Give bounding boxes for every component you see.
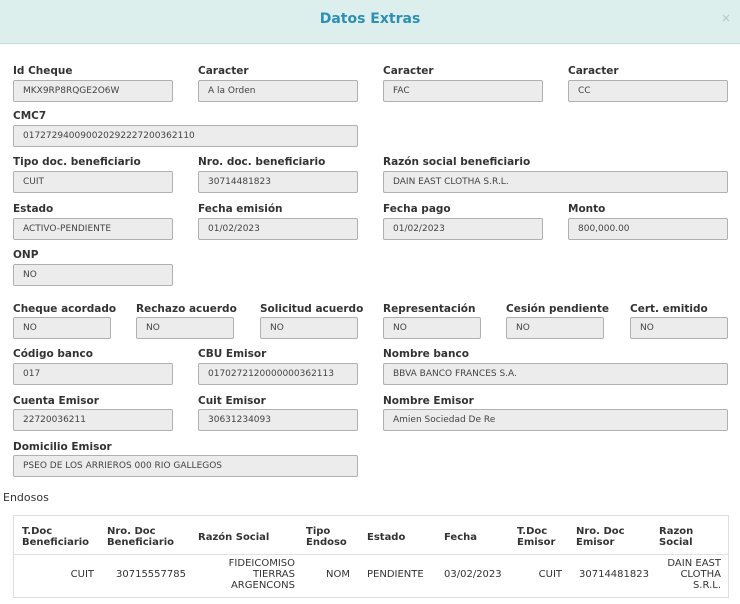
tipo-doc-beneficiario-label: Tipo doc. beneficiario bbox=[13, 156, 141, 168]
cmc7-label: CMC7 bbox=[13, 110, 47, 122]
caracter-3-label: Caracter bbox=[568, 65, 619, 77]
nro-doc-beneficiario-field[interactable]: 30714481823 bbox=[198, 171, 358, 193]
col-header-fecha: Fecha bbox=[444, 532, 478, 543]
fecha-emision-field[interactable]: 01/02/2023 bbox=[198, 218, 358, 240]
cuit-emisor-label: Cuit Emisor bbox=[198, 395, 266, 407]
monto-label: Monto bbox=[568, 203, 606, 215]
caracter-2-label: Caracter bbox=[383, 65, 434, 77]
cuit-emisor-field[interactable]: 30631234093 bbox=[198, 409, 358, 431]
cell-razon-social-emisor: DAIN EAST CLOTHA S.R.L. bbox=[667, 558, 721, 591]
cheque-acordado-label: Cheque acordado bbox=[13, 303, 117, 315]
codigo-banco-label: Código banco bbox=[13, 348, 93, 360]
cell-nro-doc-emisor: 30714481823 bbox=[579, 569, 649, 580]
cheque-acordado-field[interactable]: NO bbox=[13, 317, 111, 339]
razon-social-beneficiario-label: Razón social beneficiario bbox=[383, 156, 531, 168]
col-header-tipo-endoso: Tipo Endoso bbox=[306, 526, 347, 548]
fecha-pago-label: Fecha pago bbox=[383, 203, 451, 215]
cell-estado: PENDIENTE bbox=[367, 569, 424, 580]
id-cheque-field[interactable]: MKX9RP8RQGE2O6W bbox=[13, 80, 173, 102]
cuenta-emisor-label: Cuenta Emisor bbox=[13, 395, 99, 407]
estado-label: Estado bbox=[13, 203, 54, 215]
domicilio-emisor-field[interactable]: PSEO DE LOS ARRIEROS 000 RIO GALLEGOS bbox=[13, 455, 358, 477]
col-header-razon-social-emisor: Razon Social bbox=[659, 526, 694, 548]
fecha-emision-label: Fecha emisión bbox=[198, 203, 283, 215]
cell-tipo-endoso: NOM bbox=[326, 569, 350, 580]
caracter-1-field[interactable]: A la Orden bbox=[198, 80, 358, 102]
col-header-razon-social: Razón Social bbox=[198, 532, 270, 543]
onp-label: ONP bbox=[13, 249, 39, 261]
header-divider bbox=[14, 554, 728, 555]
razon-social-beneficiario-field[interactable]: DAIN EAST CLOTHA S.R.L. bbox=[383, 171, 728, 193]
nombre-emisor-field[interactable]: Amien Sociedad De Re bbox=[383, 409, 728, 431]
endosos-table bbox=[13, 515, 729, 598]
cert-emitido-label: Cert. emitido bbox=[630, 303, 708, 315]
cuenta-emisor-field[interactable]: 22720036211 bbox=[13, 409, 173, 431]
cmc7-field[interactable]: 017272940090020292227200362110 bbox=[13, 125, 358, 147]
onp-field[interactable]: NO bbox=[13, 264, 173, 286]
rechazo-acuerdo-label: Rechazo acuerdo bbox=[136, 303, 237, 315]
representacion-field[interactable]: NO bbox=[383, 317, 481, 339]
cbu-emisor-label: CBU Emisor bbox=[198, 348, 267, 360]
caracter-2-field[interactable]: FAC bbox=[383, 80, 543, 102]
endosos-title: Endosos bbox=[3, 491, 49, 504]
cell-tdoc-beneficiario: CUIT bbox=[70, 569, 94, 580]
col-header-nro-doc-emisor: Nro. Doc Emisor bbox=[576, 526, 625, 548]
cert-emitido-field[interactable]: NO bbox=[630, 317, 728, 339]
tipo-doc-beneficiario-field[interactable]: CUIT bbox=[13, 171, 173, 193]
modal-title: Datos Extras bbox=[319, 11, 421, 27]
cesion-pendiente-field[interactable]: NO bbox=[506, 317, 604, 339]
cesion-pendiente-label: Cesión pendiente bbox=[506, 303, 609, 315]
id-cheque-label: Id Cheque bbox=[13, 65, 73, 77]
nro-doc-beneficiario-label: Nro. doc. beneficiario bbox=[198, 156, 326, 168]
cell-tdoc-emisor: CUIT bbox=[538, 569, 562, 580]
nombre-banco-field[interactable]: BBVA BANCO FRANCES S.A. bbox=[383, 363, 728, 385]
caracter-1-label: Caracter bbox=[198, 65, 249, 77]
col-header-nro-doc-beneficiario: Nro. Doc Beneficiario bbox=[107, 526, 175, 548]
solicitud-acuerdo-label: Solicitud acuerdo bbox=[260, 303, 364, 315]
close-button[interactable]: × bbox=[720, 11, 731, 25]
fecha-pago-field[interactable]: 01/02/2023 bbox=[383, 218, 543, 240]
nombre-emisor-label: Nombre Emisor bbox=[383, 395, 474, 407]
codigo-banco-field[interactable]: 017 bbox=[13, 363, 173, 385]
estado-field[interactable]: ACTIVO-PENDIENTE bbox=[13, 218, 173, 240]
nombre-banco-label: Nombre banco bbox=[383, 348, 469, 360]
col-header-estado: Estado bbox=[367, 532, 406, 543]
domicilio-emisor-label: Domicilio Emisor bbox=[13, 441, 112, 453]
solicitud-acuerdo-field[interactable]: NO bbox=[260, 317, 358, 339]
monto-field[interactable]: 800,000.00 bbox=[568, 218, 728, 240]
cell-nro-doc-beneficiario: 30715557785 bbox=[116, 569, 186, 580]
rechazo-acuerdo-field[interactable]: NO bbox=[136, 317, 234, 339]
cbu-emisor-field[interactable]: 0170272120000000362113 bbox=[198, 363, 358, 385]
col-header-tdoc-beneficiario: T.Doc Beneficiario bbox=[22, 526, 90, 548]
modal-header bbox=[0, 0, 740, 44]
cell-fecha: 03/02/2023 bbox=[444, 569, 502, 580]
cell-razon-social: FIDEICOMISO TIERRAS ARGENCONS bbox=[228, 558, 295, 591]
representacion-label: Representación bbox=[383, 303, 476, 315]
col-header-tdoc-emisor: T.Doc Emisor bbox=[517, 526, 556, 548]
caracter-3-field[interactable]: CC bbox=[568, 80, 728, 102]
